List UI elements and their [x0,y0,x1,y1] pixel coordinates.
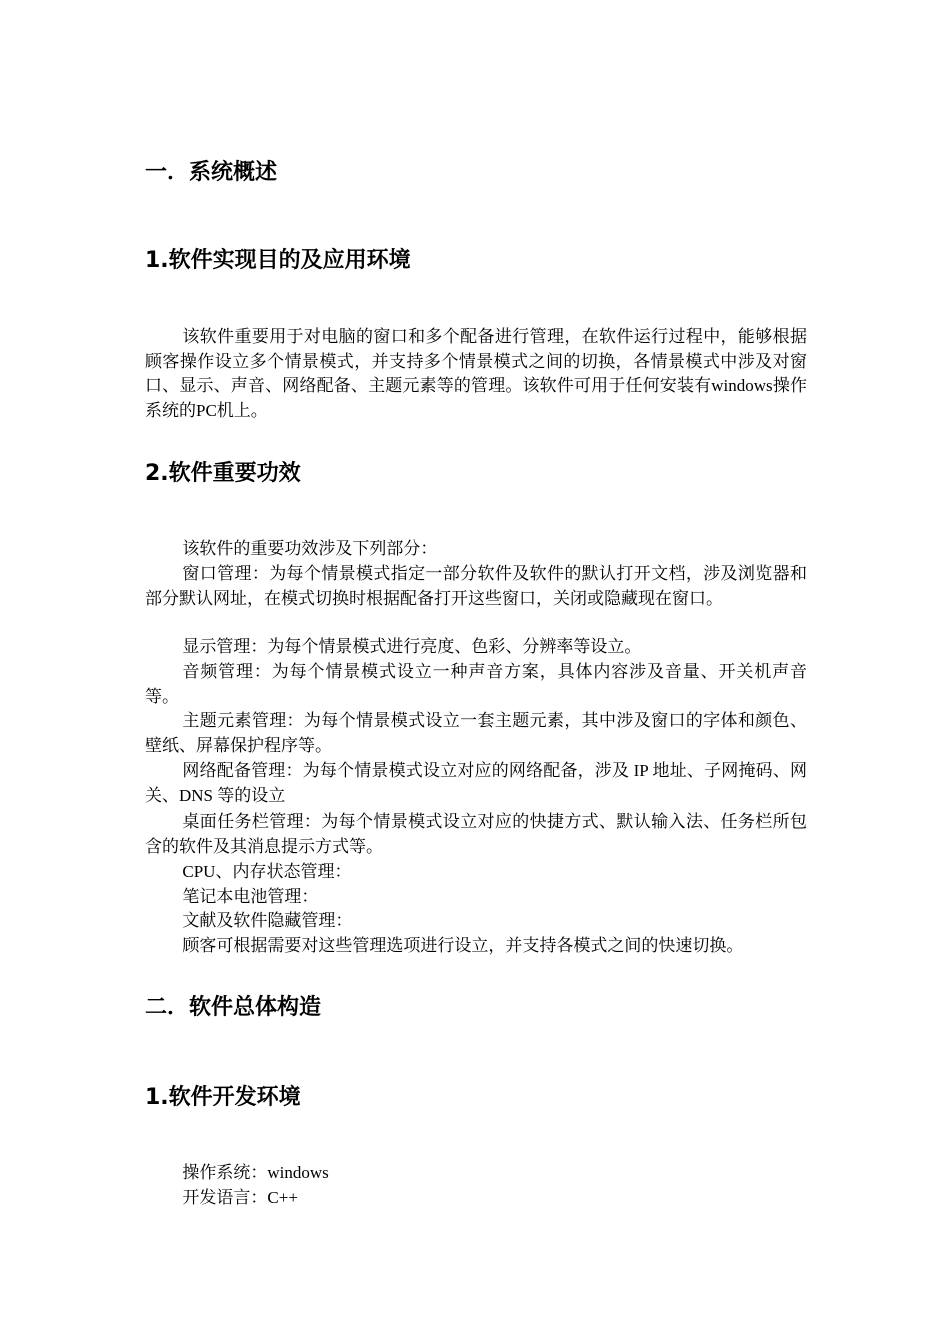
feature-cpu-memory: CPU、内存状态管理： [182,862,352,881]
env-language: 开发语言：C++ [182,1188,298,1207]
feature-taskbar-management: 桌面任务栏管理：为每个情景模式设立对应的快捷方式、默认输入法、任务栏所包含的软件及其消息提示方式等。 [145,812,807,856]
section-1-1-body: 该软件重要用于对电脑的窗口和多个配备进行管理，在软件运行过程中，能够根据顾客操作设立多个情景模式，并支持多个情景模式之间的切换，各情景模式中涉及对窗口、显示、声音、网络配备、主题元素等的管理。该软件可用于任何安装有windows操作系统的PC机上。 [145,327,807,420]
section-1-title: 一．系统概述 [145,160,278,185]
feature-intro: 该软件的重要功效涉及下列部分： [182,539,438,558]
env-os: 操作系统：windows [182,1163,329,1182]
section-1-2-title: 2.软件重要功效 [145,461,301,486]
feature-window-management: 窗口管理：为每个情景模式指定一部分软件及软件的默认打开文档，涉及浏览器和部分默认网址，在模式切换时根据配备打开这些窗口，关闭或隐藏现在窗口。 [145,564,807,608]
feature-summary: 顾客可根据需要对这些管理选项进行设立，并支持各模式之间的快速切换。 [182,936,744,955]
feature-battery: 笔记本电池管理： [182,887,319,906]
section-1-1-title: 1.软件实现目的及应用环境 [145,248,411,273]
section-2-title: 二．软件总体构造 [145,995,322,1020]
feature-network-management: 网络配备管理：为每个情景模式设立对应的网络配备，涉及 IP 地址、子网掩码、网关、DNS 等的设立 [145,761,807,805]
feature-display-management: 显示管理：为每个情景模式进行亮度、色彩、分辨率等设立。 [182,637,642,656]
feature-file-hide: 文献及软件隐藏管理： [182,911,353,930]
section-2-1-title: 1.软件开发环境 [145,1085,301,1110]
feature-audio-management: 音频管理：为每个情景模式设立一种声音方案，具体内容涉及音量、开关机声音等。 [145,662,807,706]
feature-theme-management: 主题元素管理：为每个情景模式设立一套主题元素，其中涉及窗口的字体和颜色、壁纸、屏幕保护程序等。 [145,711,807,755]
